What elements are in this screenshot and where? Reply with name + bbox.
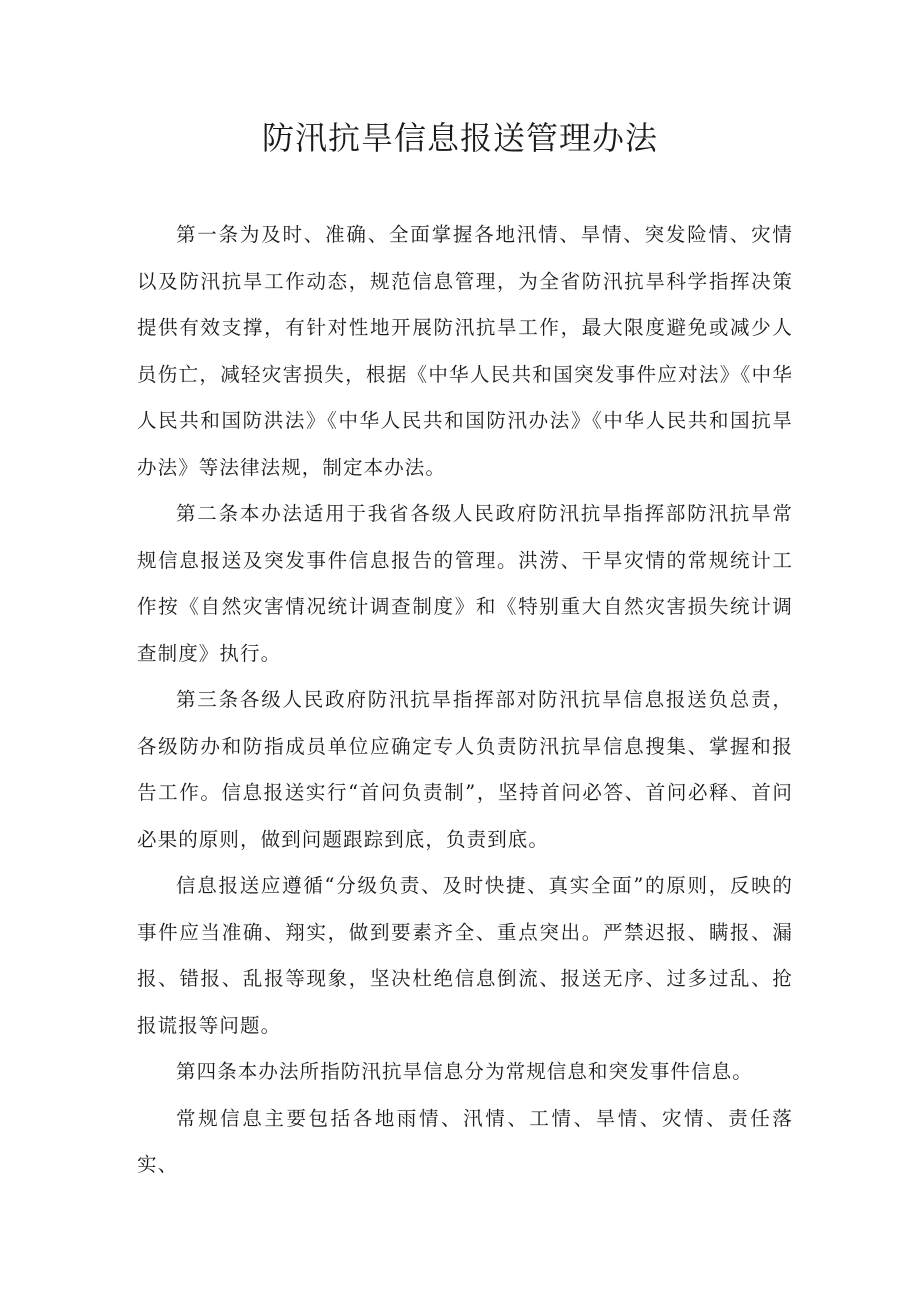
- paragraph-article-3: 第三条各级人民政府防汛抗旱指挥部对防汛抗旱信息报送负总责，各级防办和防指成员单位应确定专人负责防汛抗旱信息搜集、掌握和报告工作。信息报送实行“首问负责制”，坚持首问必答、首问必释、首问必果的原则，做到问题跟踪到底，负责到底。: [137, 688, 793, 851]
- document-title: 防汛抗旱信息报送管理办法: [261, 119, 658, 157]
- paragraph-routine-info: 常规信息主要包括各地雨情、汛情、工情、旱情、灾情、责任落实、: [137, 1106, 793, 1176]
- paragraph-article-2: 第二条本办法适用于我省各级人民政府防汛抗旱指挥部防汛抗旱常规信息报送及突发事件信息报告的管理。洪涝、干旱灾情的常规统计工作按《自然灾害情况统计调查制度》和《特别重大自然灾害损失统计调查制度》执行。: [137, 502, 793, 665]
- paragraph-article-1: 第一条为及时、准确、全面掌握各地汛情、旱情、突发险情、灾情以及防汛抗旱工作动态，规范信息管理，为全省防汛抗旱科学指挥决策提供有效支撑，有针对性地开展防汛抗旱工作，最大限度避免或减少人员伤亡，减轻灾害损失，根据《中华人民共和国突发事件应对法》《中华人民共和国防洪法》《中华人民共和国防汛办法》《中华人民共和国抗旱办法》等法律法规，制定本办法。: [137, 223, 793, 479]
- paragraph-reporting-principles: 信息报送应遵循“分级负责、及时快捷、真实全面”的原则，反映的事件应当准确、翔实，做到要素齐全、重点突出。严禁迟报、瞒报、漏报、错报、乱报等现象，坚决杜绝信息倒流、报送无序、过多过乱、抢报谎报等问题。: [137, 874, 793, 1037]
- document-body: [137, 212, 793, 1189]
- paragraph-article-4: 第四条本办法所指防汛抗旱信息分为常规信息和突发事件信息。: [176, 1060, 753, 1083]
